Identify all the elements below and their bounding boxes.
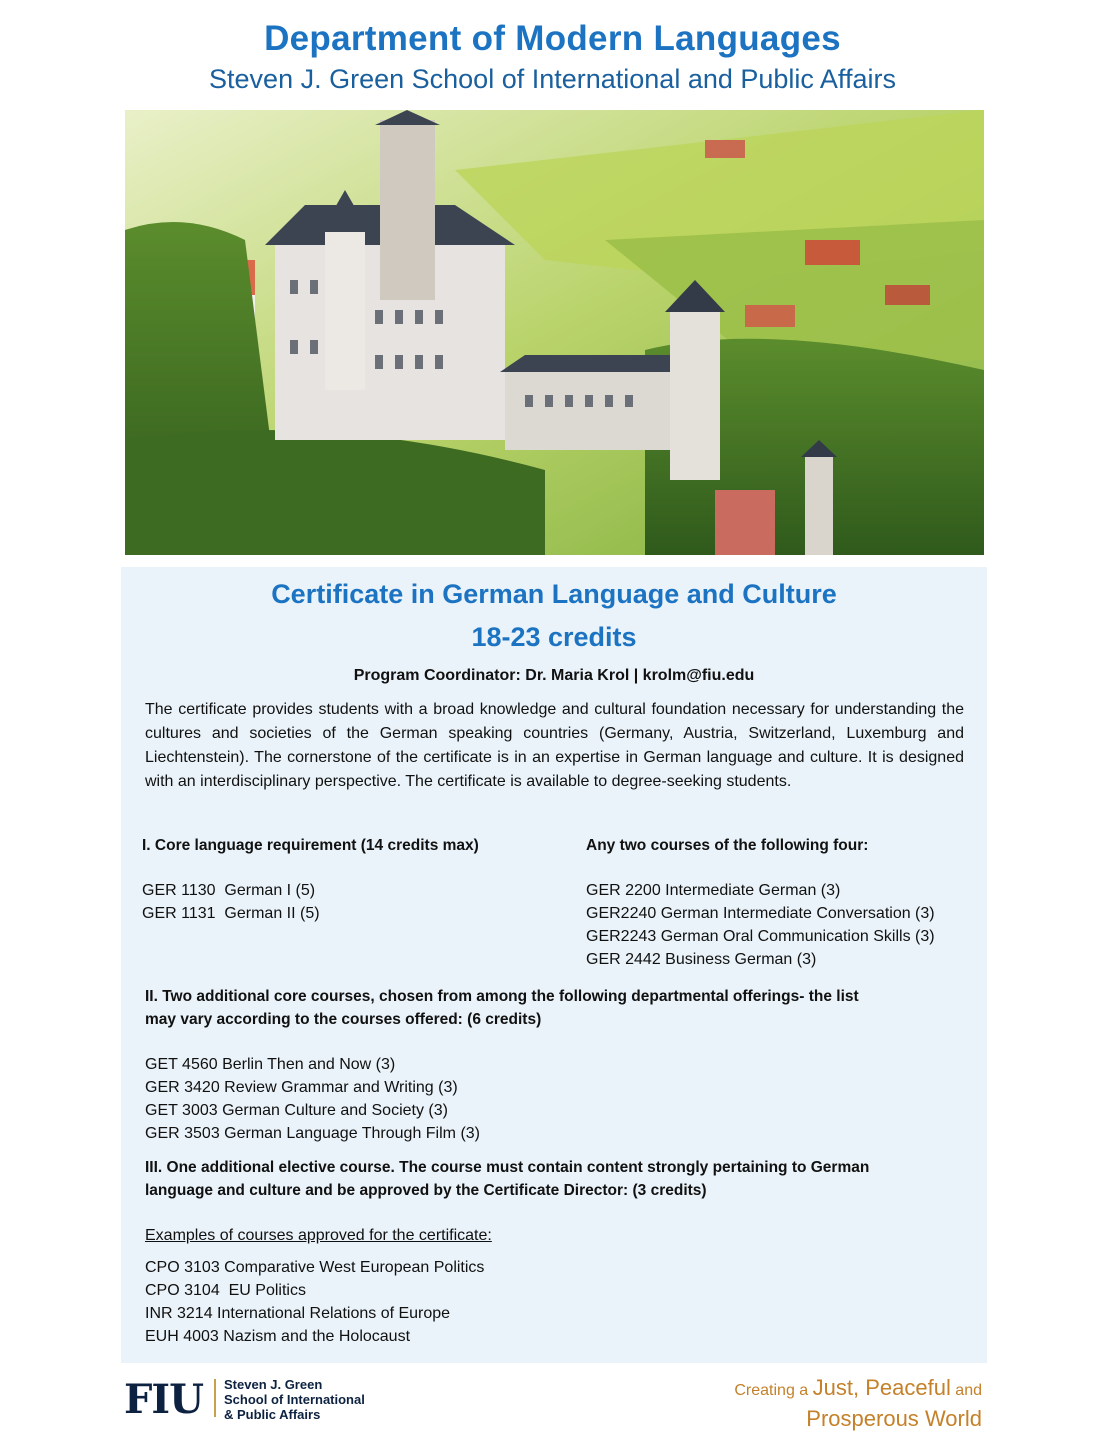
- tagline-text: and: [955, 1382, 982, 1399]
- school-logo-text: [224, 1377, 365, 1422]
- heading-line: language and culture and be approved by the Certificate Director: (3 credits): [145, 1182, 707, 1199]
- alternative-courses-section: [586, 834, 976, 971]
- certificate-description: The certificate provides students with a broad knowledge and cultural foundation necessary for understanding the cultures and societies of the German speaking countries (Germany, Austria, Switzerland, Luxemburg and Liechtenstein). The cornerstone of the certificate is in an expertise in German language and culture. It is designed with an interdisciplinary perspective. The certificate is available to degree-seeking students.: [145, 701, 964, 790]
- logo-line: & Public Affairs: [224, 1407, 321, 1422]
- core-language-section: [142, 834, 562, 925]
- tagline-text: Just, Peaceful: [812, 1375, 951, 1400]
- tagline: [700, 1374, 982, 1433]
- tagline-text: Prosperous: [806, 1406, 919, 1431]
- elective-examples-list: [145, 1256, 955, 1348]
- heading-line: may vary according to the courses offered: (6 credits): [145, 1011, 542, 1028]
- list-item: GER 3503 German Language Through Film (3): [145, 1125, 480, 1142]
- additional-core-heading: [145, 985, 945, 1031]
- elective-heading: [145, 1156, 955, 1202]
- list-item: CPO 3103 Comparative West European Politics: [145, 1259, 485, 1276]
- program-coordinator: Program Coordinator: Dr. Maria Krol | krolm@fiu.edu: [353, 667, 755, 684]
- core-language-list: [142, 879, 562, 925]
- additional-core-section: [145, 985, 945, 1145]
- list-item: INR 3214 International Relations of Europe: [145, 1305, 451, 1322]
- list-item: GER2243 German Oral Communication Skills (3): [586, 928, 935, 945]
- additional-core-list: [145, 1053, 945, 1145]
- page-header: [0, 18, 1105, 96]
- tagline-text: World: [924, 1406, 982, 1431]
- heading-line: II. Two additional core courses, chosen from among the following departmental offerings- the list: [145, 988, 859, 1005]
- list-item: GER2240 German Intermediate Conversation (3): [586, 905, 935, 922]
- tagline-text: Creating a: [734, 1382, 809, 1399]
- list-item: GER 3420 Review Grammar and Writing (3): [145, 1079, 458, 1096]
- logo-line: Steven J. Green: [224, 1377, 323, 1392]
- fiu-logo: FIU: [124, 1376, 203, 1423]
- list-item: GER 2200 Intermediate German (3): [586, 882, 841, 899]
- list-item: GER 1131 German II (5): [142, 905, 320, 922]
- alternative-courses-list: [586, 879, 976, 971]
- heading-line: III. One additional elective course. The course must contain content strongly pertaining to German: [145, 1159, 870, 1176]
- castle-photo: [125, 110, 984, 555]
- list-item: EUH 4003 Nazism and the Holocaust: [145, 1328, 411, 1345]
- core-language-heading: I. Core language requirement (14 credits max): [142, 837, 479, 854]
- certificate-credits: 18-23 credits: [471, 622, 637, 652]
- school-subtitle: Steven J. Green School of International and Public Affairs: [209, 64, 896, 94]
- alternative-courses-heading: Any two courses of the following four:: [586, 837, 869, 854]
- certificate-panel: [121, 567, 987, 1363]
- list-item: GET 3003 German Culture and Society (3): [145, 1102, 448, 1119]
- page-footer: [0, 1372, 1105, 1430]
- logo-divider: [214, 1379, 216, 1417]
- list-item: GER 1130 German I (5): [142, 882, 316, 899]
- list-item: GER 2442 Business German (3): [586, 951, 817, 968]
- certificate-title: Certificate in German Language and Culture: [271, 579, 837, 609]
- list-item: GET 4560 Berlin Then and Now (3): [145, 1056, 396, 1073]
- examples-label: Examples of courses approved for the certificate:: [145, 1227, 492, 1244]
- department-title: Department of Modern Languages: [264, 19, 841, 58]
- elective-section: [145, 1156, 955, 1348]
- list-item: CPO 3104 EU Politics: [145, 1282, 306, 1299]
- logo-line: School of International: [224, 1392, 365, 1407]
